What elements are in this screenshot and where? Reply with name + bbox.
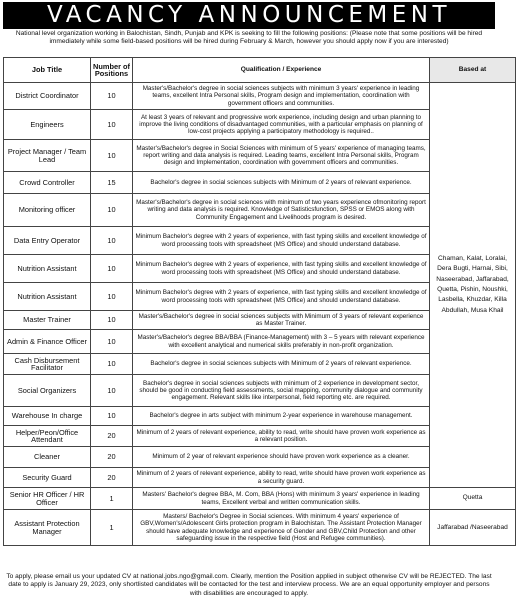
job-title: Engineers xyxy=(4,110,91,140)
job-title: Admin & Finance Officer xyxy=(4,330,91,354)
qualification-text: Bachelor's degree in social sciences subjects with Minimum of 2 years of relevant experience. xyxy=(133,172,430,194)
position-count: 10 xyxy=(91,283,133,311)
qualification-text: Master's/Bachelor's degree in social sciences subjects with minimum 3 years' experience in leading teams, excellent Intra Personal skills, Program design and implementation, coordination with government officers and communities. xyxy=(133,83,430,110)
qualification-text: Master's/Bachelor's degree in social sciences with minimum of two years experience ofmonitoring report writing and data analysis is required. Knowledge of Satisticsfunction, SPSS or EMOS along with Community Engagement and Livelihoods program is desired. xyxy=(133,194,430,227)
position-count: 10 xyxy=(91,140,133,172)
header-job-title: Job Title xyxy=(4,58,91,83)
qualification-text: Master's/Bachelor's degree in social sciences subjects with Minimum of 3 years of relevant experience as Master Trainer. xyxy=(133,311,430,330)
table-row xyxy=(4,510,516,546)
job-title: Security Guard xyxy=(4,468,91,488)
position-count: 1 xyxy=(91,488,133,510)
position-count: 1 xyxy=(91,510,133,546)
position-count: 10 xyxy=(91,194,133,227)
vacancy-banner: VACANCY ANNOUNCEMENT xyxy=(3,2,495,29)
qualification-text: Master's/Bachelor's degree BBA/BBA (Finance-Management) with 3 – 5 years with relevant experience with excellent analytical and numerical skills preferably in non-profit organization. xyxy=(133,330,430,354)
position-count: 20 xyxy=(91,426,133,447)
position-count: 10 xyxy=(91,330,133,354)
job-title: Senior HR Officer / HR Officer xyxy=(4,488,91,510)
job-title: Social Organizers xyxy=(4,375,91,407)
position-count: 20 xyxy=(91,447,133,468)
job-title: Assistant Protection Manager xyxy=(4,510,91,546)
qualification-text: Minimum of 2 years of relevant experience, ability to read, write should have proven work experience as a relevant position. xyxy=(133,426,430,447)
position-count: 10 xyxy=(91,110,133,140)
qualification-text: Masters/ Bachelor's Degree in Social sciences. With minimum 4 years' experience of GBV,Women's/Adolescent Girls protection program in Balochistan. The Assistant Protection Manager should have adequate knowledge and experience of Gender and GBV,Child Protection and other safeguarding issue in the respective field (Host and Refugee communities). xyxy=(133,510,430,546)
qualification-text: Minimum Bachelor's degree with 2 years of experience, with fast typing skills and excellent knowledge of word processing tools with spreadsheet (MS Office) and should understand database. xyxy=(133,255,430,283)
based-at-protection: Jaffarabad /Naseerabad xyxy=(430,510,516,546)
qualification-text: Minimum of 2 years of relevant experience, ability to read, write should have proven work experience as a security guard. xyxy=(133,468,430,488)
based-at-main: Chaman, Kalat, Loralai, Dera Bugti, Harnai, Sibi, Naseerabad, Jaffarabad, Quetta, Pishin, Noushki, Lasbella, Khuzdar, Killa Abdullah, Musa Khail xyxy=(430,83,516,488)
vacancy-table xyxy=(3,57,516,546)
table-header-row xyxy=(4,58,516,83)
job-title: Helper/Peon/Office Attendant xyxy=(4,426,91,447)
intro-paragraph: National level organization working in Balochistan, Sindh, Punjab and KPK is seeking to fill the following positions: (Please note that some positions will be hired immediately while some field-based positions will be hired during February & March, however you should apply now if you are interested) xyxy=(15,30,483,46)
job-title: Master Trainer xyxy=(4,311,91,330)
job-title: Cash Disbursement Facilitator xyxy=(4,354,91,375)
qualification-text: Masters' Bachelor's degree BBA, M. Com, BBA (Hons) with minimum 3 years' experience in leading teams, Excellent verbal and written communication skills. xyxy=(133,488,430,510)
header-num-positions: Number of Positions xyxy=(91,58,133,83)
position-count: 15 xyxy=(91,172,133,194)
job-title: Cleaner xyxy=(4,447,91,468)
based-at-hr: Quetta xyxy=(430,488,516,510)
job-title: Crowd Controller xyxy=(4,172,91,194)
position-count: 10 xyxy=(91,375,133,407)
header-qualification: Qualification / Experience xyxy=(133,58,430,83)
position-count: 10 xyxy=(91,311,133,330)
job-title: Nutrition Assistant xyxy=(4,283,91,311)
application-instructions: To apply, please email us your updated CV at national.jobs.ngo@gmail.com. Clearly, mention the Position applied in subject otherwise CV will be REJECTED. The last date to apply is January 29, 2023, only shortlisted candidates will be contacted for the test and interview process. We are an equal opportunity employer and persons with disabilities are encouraged to apply. xyxy=(6,573,492,597)
job-title: Warehouse In charge xyxy=(4,407,91,426)
job-title: Monitoring officer xyxy=(4,194,91,227)
job-title: Nutrition Assistant xyxy=(4,255,91,283)
header-based-at: Based at xyxy=(430,58,516,83)
qualification-text: Minimum of 2 year of relevant experience should have proven work experience as a cleaner. xyxy=(133,447,430,468)
qualification-text: Master's/Bachelor's degree in Social Sciences with minimum of 5 years' experience of managing teams, report writing and data analysis is required. Leading teams, excellent Intra Personal skills, Program design and Implementation, coordination with government officers and communities. xyxy=(133,140,430,172)
position-count: 10 xyxy=(91,407,133,426)
job-title: Project Manager / Team Lead xyxy=(4,140,91,172)
position-count: 10 xyxy=(91,354,133,375)
qualification-text: Bachelor's degree in social sciences subjects with Minimum of 2 years of relevant experience. xyxy=(133,354,430,375)
position-count: 10 xyxy=(91,227,133,255)
job-title: Data Entry Operator xyxy=(4,227,91,255)
table-row xyxy=(4,83,516,110)
qualification-text: Minimum Bachelor's degree with 2 years of experience, with fast typing skills and excellent knowledge of word processing tools with spreadsheet (MS Office) and should understand database. xyxy=(133,227,430,255)
qualification-text: Bachelor's degree in arts subject with minimum 2-year experience in warehouse management. xyxy=(133,407,430,426)
position-count: 10 xyxy=(91,83,133,110)
table-row xyxy=(4,488,516,510)
job-title: District Coordinator xyxy=(4,83,91,110)
qualification-text: Minimum Bachelor's degree with 2 years of experience, with fast typing skills and excellent knowledge of word processing tools with spreadsheet (MS Office) and should understand database. xyxy=(133,283,430,311)
qualification-text: Bachelor's degree in social sciences subjects with minimum of 2 experience in development sector, should be good in conducting field assessments, social mapping, community dialogue and community engagement. Relevant skills like interpersonal, field reporting etc. are required. xyxy=(133,375,430,407)
position-count: 20 xyxy=(91,468,133,488)
position-count: 10 xyxy=(91,255,133,283)
qualification-text: At least 3 years of relevant and progressive work experience, including design and urban planning to improve the living conditions of disadvantaged communities, with a particular emphasis on planning of low-cost projects applying a participatory methodology is required.. xyxy=(133,110,430,140)
